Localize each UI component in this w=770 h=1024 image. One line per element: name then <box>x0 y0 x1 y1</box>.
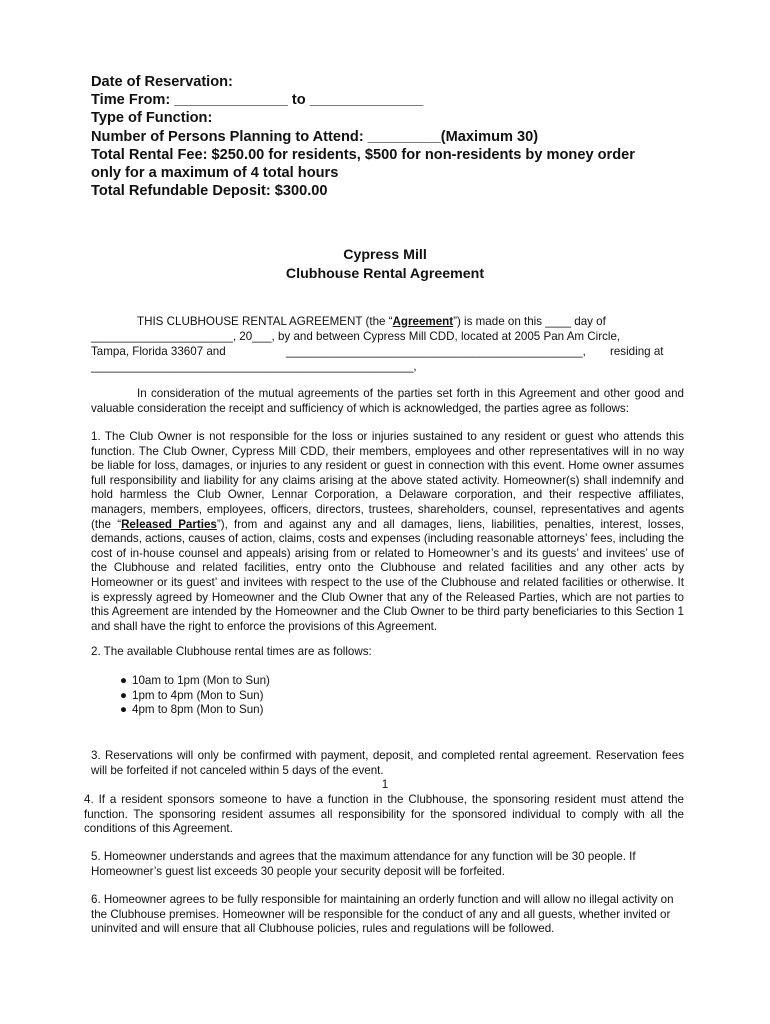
section-1 <box>91 430 684 634</box>
bullet-icon: ● <box>120 703 128 717</box>
rental-time-item: ● 10am to 1pm (Mon to Sun) <box>120 674 270 687</box>
intro-line3-b: ______________________________________________, <box>286 345 586 358</box>
intro-line-2: ______________________, 20___, by and between Cypress Mill CDD, located at 2005 Pan Am Circle, <box>91 330 621 343</box>
reservation-header <box>91 73 691 200</box>
intro-line-3 <box>91 345 683 360</box>
agreement-term: Agreement <box>392 315 454 328</box>
page-number: 1 <box>381 778 389 791</box>
intro-line3-a: Tampa, Florida 33607 and <box>91 345 226 358</box>
intro-line-4: __________________________________________________, <box>91 360 417 373</box>
type-of-function: Type of Function: <box>91 110 213 127</box>
section-5: 5. Homeowner understands and agrees that the maximum attendance for any function will be 30 people. If Homeowner’s guest list exceeds 30 people your security deposit will be forfeited. <box>91 850 636 878</box>
section-6: 6. Homeowner agrees to be fully responsible for maintaining an orderly function and will allow no illegal activity on the Clubhouse premises. Homeowner will be responsible for the conduct of any and all guests, whether invited or uninvited and will ensure that all Clubhouse policies, rules and regulations will be followed. <box>91 893 674 936</box>
document-subtitle: Clubhouse Rental Agreement <box>285 266 485 282</box>
rental-fee-line1: Total Rental Fee: $250.00 for residents, $500 for non-residents by money order <box>91 146 635 163</box>
intro-part2: ”) is made on this ____ day of <box>453 315 606 328</box>
time-from: Time From: ______________ to ______________ <box>91 92 424 109</box>
section1-part2: ”), from and against any and all damages, liens, liabilities, penalties, interest, losses, demands, actions, causes of action, claims, costs and expenses (including reasonable attorneys’ fees, including the cost of in-house counsel and appeals) arising from or related to Homeowner’s and its guests’ and invitees’ use of the Clubhouse and related facilities, entry onto the Clubhouse and related facilities and any other acts by Homeowner or its guest’ and invitees with respect to the use of the Clubhouse and related facilities or otherwise. It is expressly agreed by Homeowner and the Club Owner that any of the Released Parties, which are not parties to this Agreement are intended by the Homeowner and the Club Owner to be third party beneficiaries to this Section 1 and shall have the right to enforce the provisions of this Agreement. <box>91 517 684 633</box>
section-4: 4. If a resident sponsors someone to have a function in the Clubhouse, the sponsoring resident must attend the function. The sponsoring resident assumes all responsibility for the sponsored individual to comply with all the conditions of this Agreement. <box>84 793 684 836</box>
rental-time-item: ● 4pm to 8pm (Mon to Sun) <box>120 703 264 717</box>
consideration-text: In consideration of the mutual agreements of the parties set forth in this Agreement and other good and valuable consideration the receipt and sufficiency of which is acknowledged, the parties agree as follows: <box>91 387 684 415</box>
rental-time-item: ● 1pm to 4pm (Mon to Sun) <box>120 688 264 702</box>
bullet-icon: ● <box>120 688 128 702</box>
rental-fee-line2: only for a maximum of 4 total hours <box>91 165 339 182</box>
number-of-persons: Number of Persons Planning to Attend: _________(Maximum 30) <box>91 128 539 145</box>
section-2-intro: 2. The available Clubhouse rental times are as follows: <box>91 645 372 658</box>
refundable-deposit: Total Refundable Deposit: $300.00 <box>91 183 328 200</box>
intro-line-1 <box>137 315 683 330</box>
rental-times-list <box>120 674 270 718</box>
released-parties-term: Released Parties <box>121 517 217 531</box>
section-3: 3. Reservations will only be confirmed with payment, deposit, and completed rental agreement. Reservation fees will be forfeited if not canceled within 5 days of the event. <box>91 749 684 777</box>
date-of-reservation: Date of Reservation: <box>91 74 233 90</box>
document-title: Cypress Mill <box>343 247 427 263</box>
bullet-icon: ● <box>120 674 128 687</box>
consideration-paragraph <box>91 387 684 416</box>
intro-line3-c: residing at <box>610 345 664 358</box>
intro-part1: THIS CLUBHOUSE RENTAL AGREEMENT (the “ <box>137 315 393 328</box>
section1-part1: 1. The Club Owner is not responsible for the loss or injuries sustained to any resident or guest who attends this function. The Club Owner, Cypress Mill CDD, their members, employees and other representatives will in no way be liable for loss, damages, or injuries to any resident or guest in connection with this event. Home owner assumes full responsibility and liability for any claims arising at the above stated activity. Homeowner(s) shall indemnify and hold harmless the Club Owner, Lennar Corporation, a Delaware corporation, and their respective affiliates, managers, members, employees, officers, directors, trustees, shareholders, counsel, representatives and agents (the “ <box>91 430 684 531</box>
